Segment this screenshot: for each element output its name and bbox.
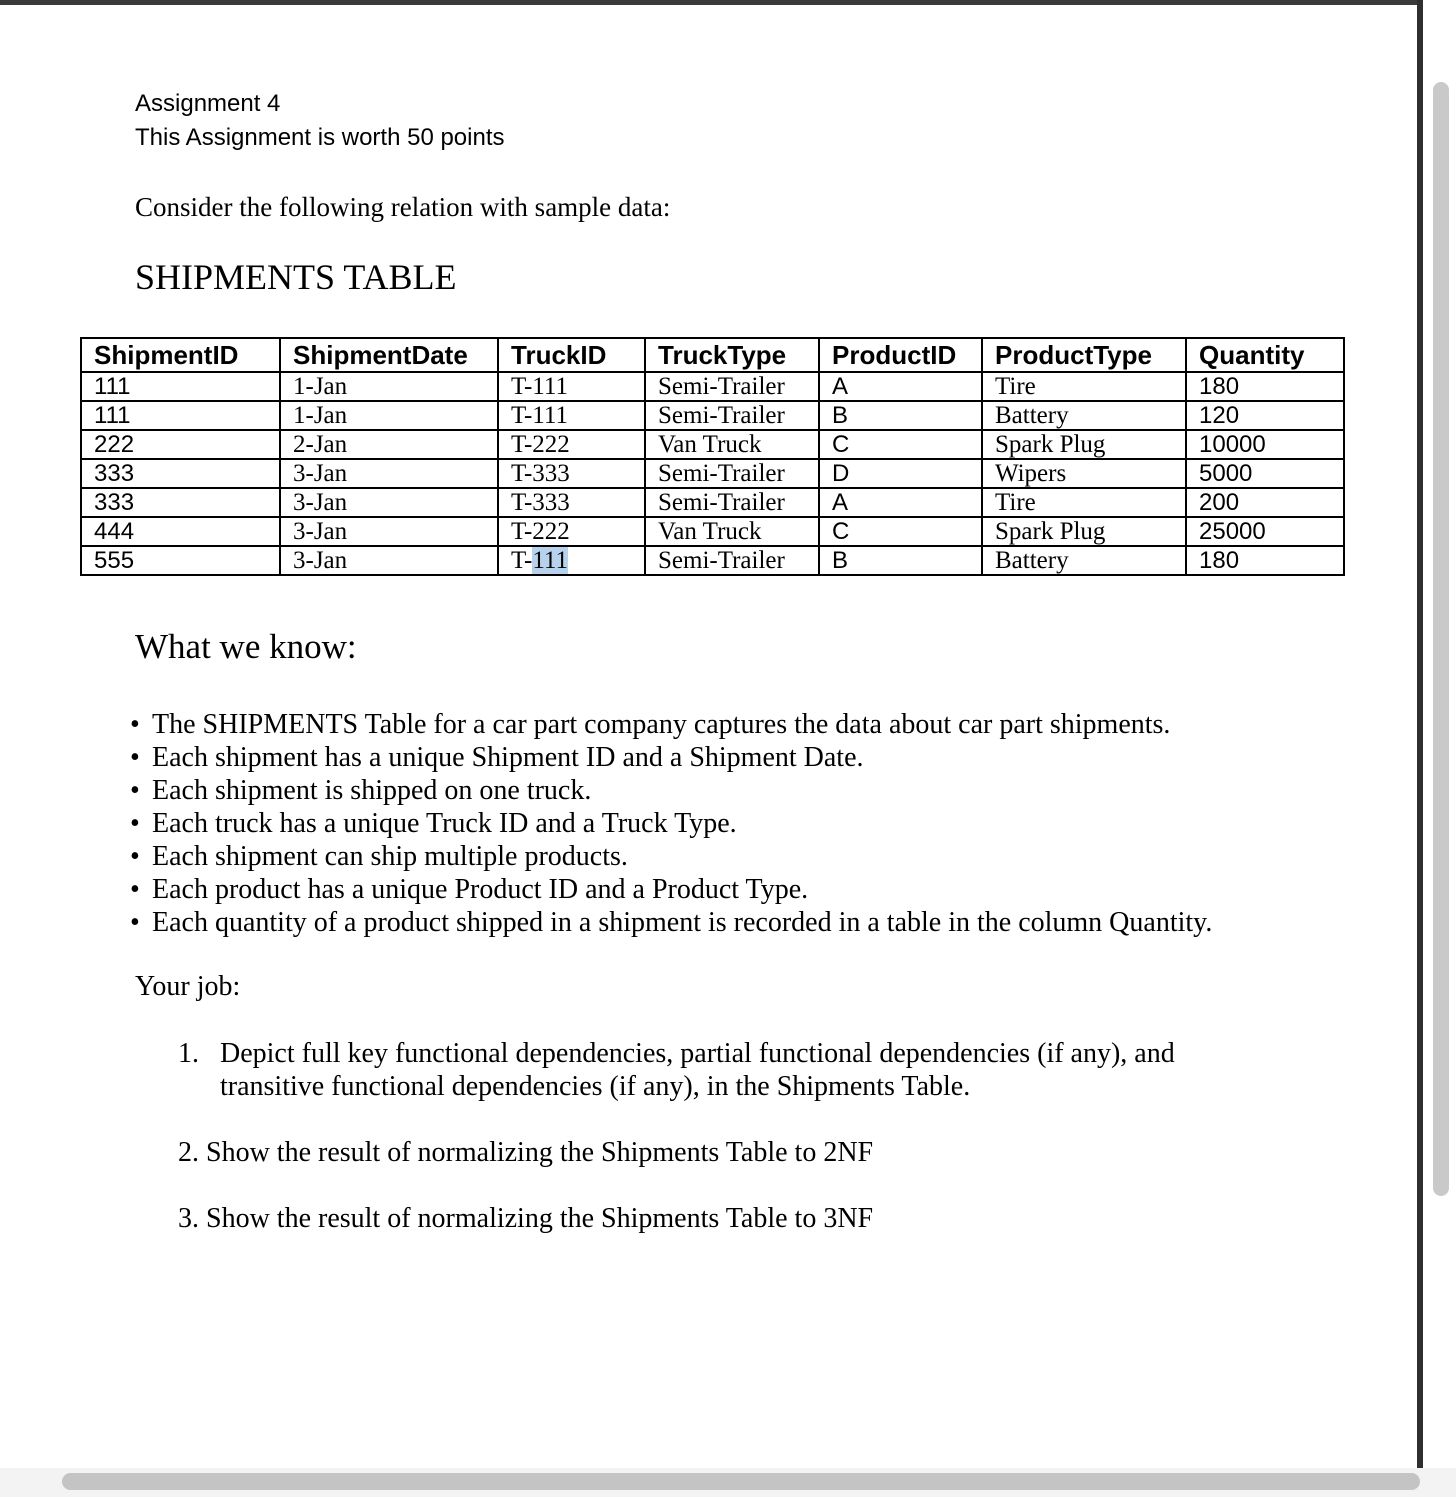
table-row bbox=[81, 459, 1344, 488]
list-item: • Each product has a unique Product ID and a Product Type. bbox=[130, 873, 1212, 906]
cell-shipment-date: 2-Jan bbox=[280, 430, 498, 459]
cell-truck-type: Van Truck bbox=[645, 517, 819, 546]
cell-product-type: Spark Plug bbox=[982, 430, 1186, 459]
cell-quantity: 200 bbox=[1186, 488, 1344, 517]
cell-shipment-id: 333 bbox=[81, 488, 280, 517]
question-3: 3. Show the result of normalizing the Shipments Table to 3NF bbox=[178, 1203, 874, 1234]
table-row bbox=[81, 372, 1344, 401]
cell-shipment-date: 1-Jan bbox=[280, 401, 498, 430]
cell-truck-id: T-111 bbox=[498, 401, 645, 430]
cell-product-type: Tire bbox=[982, 372, 1186, 401]
header-shipment-date: ShipmentDate bbox=[280, 338, 498, 372]
cell-truck-type: Semi-Trailer bbox=[645, 488, 819, 517]
cell-product-type: Spark Plug bbox=[982, 517, 1186, 546]
table-row bbox=[81, 430, 1344, 459]
cell-product-type: Wipers bbox=[982, 459, 1186, 488]
cell-shipment-date: 3-Jan bbox=[280, 517, 498, 546]
table-row bbox=[81, 401, 1344, 430]
cell-quantity: 10000 bbox=[1186, 430, 1344, 459]
list-item: • Each shipment has a unique Shipment ID and a Shipment Date. bbox=[130, 741, 1212, 774]
window-top-border bbox=[0, 0, 1420, 5]
facts-list bbox=[130, 708, 1212, 939]
list-item: • Each shipment is shipped on one truck. bbox=[130, 774, 1212, 807]
selected-text-highlight[interactable]: 111 bbox=[532, 547, 568, 574]
cell-truck-type: Semi-Trailer bbox=[645, 459, 819, 488]
page-right-edge bbox=[1417, 0, 1423, 1468]
cell-shipment-id: 111 bbox=[81, 401, 280, 430]
cell-quantity: 120 bbox=[1186, 401, 1344, 430]
vertical-scrollbar[interactable] bbox=[1433, 82, 1449, 1196]
header-truck-id: TruckID bbox=[498, 338, 645, 372]
cell-product-id: A bbox=[819, 488, 982, 517]
table-row bbox=[81, 546, 1344, 575]
cell-shipment-id: 555 bbox=[81, 546, 280, 575]
cell-truck-id: T-333 bbox=[498, 459, 645, 488]
header-shipment-id: ShipmentID bbox=[81, 338, 280, 372]
cell-shipment-id: 222 bbox=[81, 430, 280, 459]
cell-quantity: 180 bbox=[1186, 372, 1344, 401]
header-quantity: Quantity bbox=[1186, 338, 1344, 372]
cell-truck-type: Van Truck bbox=[645, 430, 819, 459]
cell-product-type: Battery bbox=[982, 546, 1186, 575]
cell-product-id: A bbox=[819, 372, 982, 401]
what-we-know-heading: What we know: bbox=[135, 627, 357, 666]
cell-shipment-date: 3-Jan bbox=[280, 488, 498, 517]
shipments-table bbox=[80, 337, 1345, 576]
your-job-heading: Your job: bbox=[135, 971, 241, 1002]
list-item: • The SHIPMENTS Table for a car part company captures the data about car part shipments. bbox=[130, 708, 1212, 741]
table-row bbox=[81, 517, 1344, 546]
cell-product-type: Battery bbox=[982, 401, 1186, 430]
cell-shipment-id: 444 bbox=[81, 517, 280, 546]
cell-product-id: B bbox=[819, 401, 982, 430]
horizontal-scrollbar[interactable] bbox=[62, 1473, 1420, 1490]
header-truck-type: TruckType bbox=[645, 338, 819, 372]
table-title: SHIPMENTS TABLE bbox=[135, 257, 457, 297]
cell-truck-type: Semi-Trailer bbox=[645, 372, 819, 401]
list-item: • Each truck has a unique Truck ID and a Truck Type. bbox=[130, 807, 1212, 840]
cell-truck-id: T-222 bbox=[498, 430, 645, 459]
assignment-worth: This Assignment is worth 50 points bbox=[135, 124, 505, 151]
cell-truck-id: T-333 bbox=[498, 488, 645, 517]
question-2: 2. Show the result of normalizing the Shipments Table to 2NF bbox=[178, 1137, 874, 1168]
table-header-row bbox=[81, 338, 1344, 372]
table-row bbox=[81, 488, 1344, 517]
question-1-line-1: 1. Depict full key functional dependencies, partial functional dependencies (if any), and bbox=[178, 1038, 1175, 1069]
cell-product-id: C bbox=[819, 430, 982, 459]
cell-shipment-date: 1-Jan bbox=[280, 372, 498, 401]
question-1-line-2: transitive functional dependencies (if any), in the Shipments Table. bbox=[220, 1071, 971, 1102]
cell-quantity: 180 bbox=[1186, 546, 1344, 575]
cell-truck-type: Semi-Trailer bbox=[645, 546, 819, 575]
cell-truck-id: T-111 bbox=[498, 372, 645, 401]
cell-shipment-date: 3-Jan bbox=[280, 459, 498, 488]
cell-product-type: Tire bbox=[982, 488, 1186, 517]
header-product-type: ProductType bbox=[982, 338, 1186, 372]
cell-shipment-id: 111 bbox=[81, 372, 280, 401]
cell-product-id: D bbox=[819, 459, 982, 488]
header-product-id: ProductID bbox=[819, 338, 982, 372]
cell-quantity: 25000 bbox=[1186, 517, 1344, 546]
cell-truck-type: Semi-Trailer bbox=[645, 401, 819, 430]
cell-quantity: 5000 bbox=[1186, 459, 1344, 488]
cell-product-id: B bbox=[819, 546, 982, 575]
cell-shipment-date: 3-Jan bbox=[280, 546, 498, 575]
cell-shipment-id: 333 bbox=[81, 459, 280, 488]
truck-id-prefix: T- bbox=[511, 547, 533, 574]
list-item: • Each shipment can ship multiple products. bbox=[130, 840, 1212, 873]
cell-truck-id-selected[interactable] bbox=[498, 546, 645, 575]
list-item: • Each quantity of a product shipped in a shipment is recorded in a table in the column Quantity. bbox=[130, 906, 1212, 939]
intro-text: Consider the following relation with sample data: bbox=[135, 192, 671, 222]
assignment-title: Assignment 4 bbox=[135, 90, 281, 117]
cell-product-id: C bbox=[819, 517, 982, 546]
cell-truck-id: T-222 bbox=[498, 517, 645, 546]
